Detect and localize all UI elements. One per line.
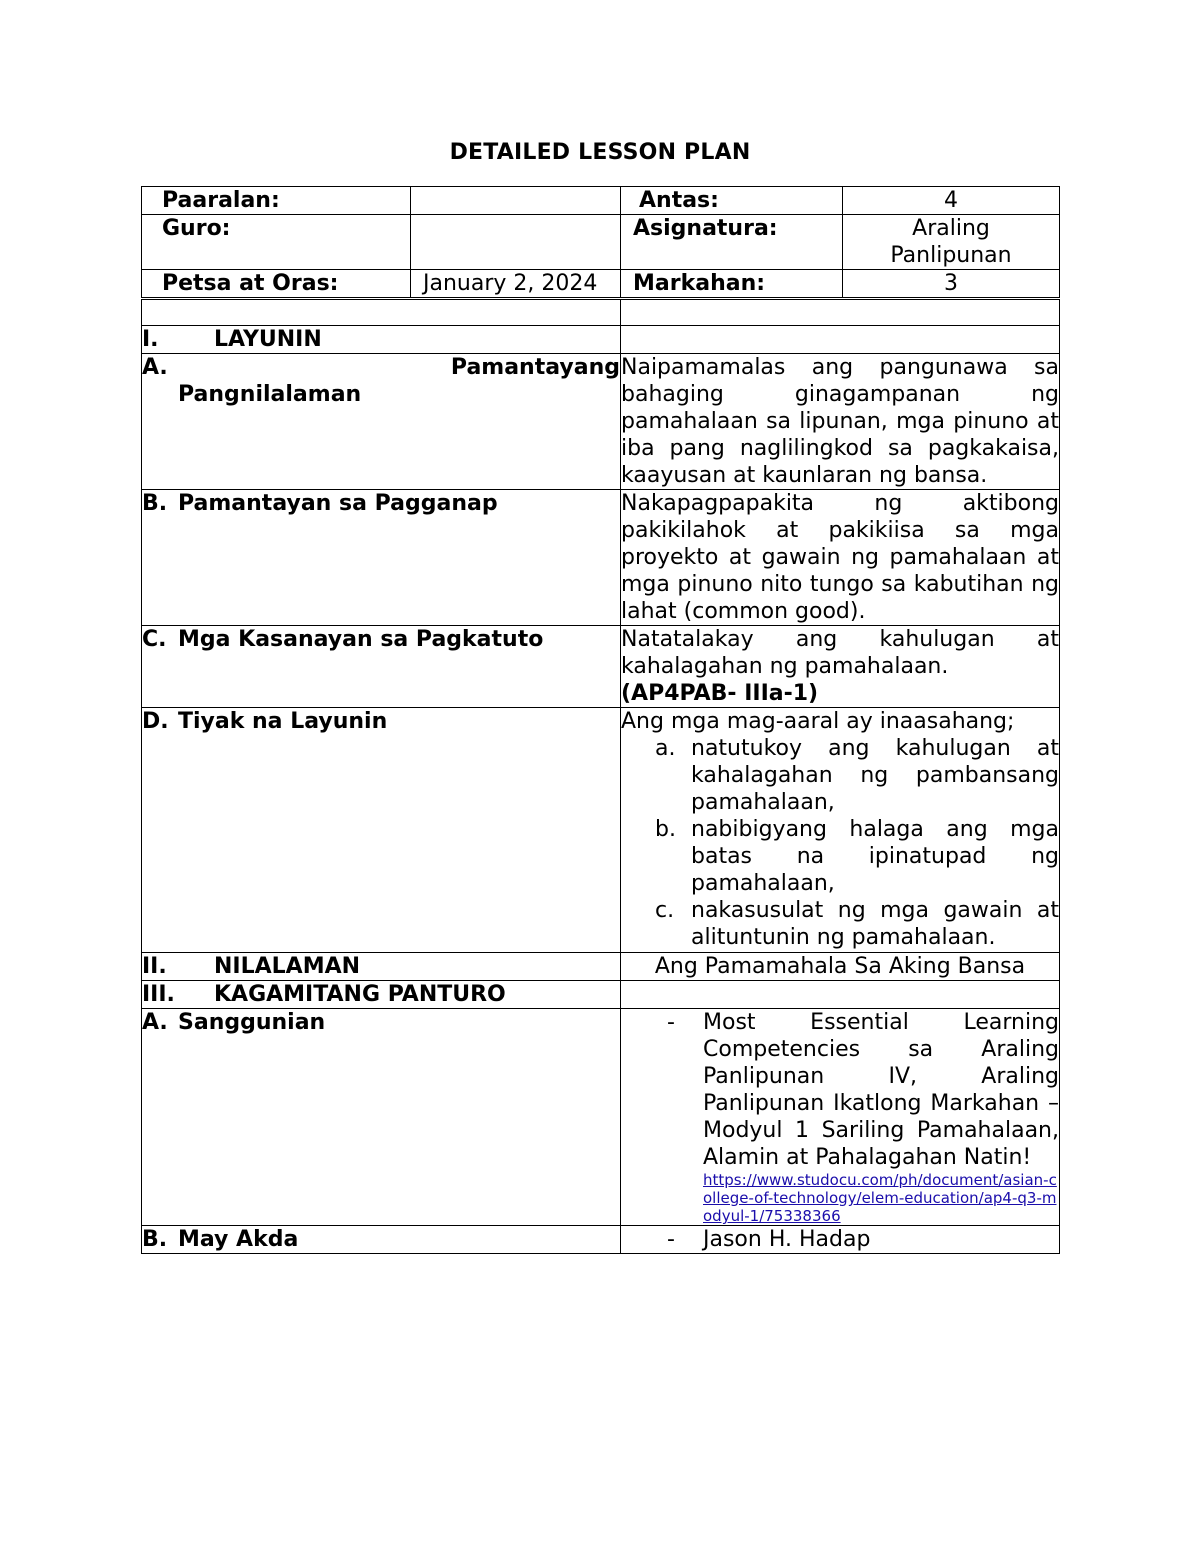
list-marker: a.: [655, 736, 676, 761]
objectives-list: [621, 735, 1059, 951]
list-item: [667, 1226, 1059, 1253]
markahan-value: 3: [843, 270, 1060, 298]
section-heading: NILALAMAN: [214, 954, 361, 979]
item-label: Sanggunian: [178, 1010, 326, 1035]
pagganap-text: Nakapagpapakita ng aktibong pakikilahok at pakikiisa sa mga proyekto at gawain ng pamahalaan at mga pinuno nito tungo sa kabutihan ng lahat (common good).: [621, 491, 1059, 624]
sanggunian-link[interactable]: https://www.studocu.com/ph/document/asian-college-of-technology/elem-education/ap4-q3-modyul-1/75338366: [703, 1171, 1057, 1225]
pamantayang-row: [142, 354, 1060, 490]
list-item: [655, 735, 1059, 816]
item-letter: B.: [142, 1227, 168, 1252]
dash-marker: -: [667, 1227, 675, 1252]
akda-value: Jason H. Hadap: [703, 1227, 871, 1252]
antas-label: Antas:: [621, 187, 843, 215]
item-label: Tiyak na Layunin: [178, 709, 388, 734]
paaralan-label: Paaralan:: [142, 187, 411, 215]
section-number: III.: [142, 982, 175, 1007]
item-label: Pangnilalaman: [178, 382, 362, 407]
petsa-label: Petsa at Oras:: [142, 270, 411, 298]
pamantayang-text: Naipamamalas ang pangunawa sa bahaging ginagampanan ng pamahalaan sa lipunan, mga pinuno at iba pang naglilingkod sa pagkakaisa, kaayusan at kaunlaran ng bansa.: [621, 355, 1059, 488]
list-text: nabibigyang halaga ang mga batas na ipinatupad ng pamahalaan,: [691, 817, 1059, 896]
header-row: [142, 270, 1060, 298]
item-letter: C.: [142, 627, 167, 652]
asignatura-value: [843, 215, 1060, 270]
layunin-row: [142, 326, 1060, 354]
akda-row: [142, 1226, 1060, 1254]
markahan-label: Markahan:: [621, 270, 843, 298]
list-marker: c.: [655, 898, 675, 923]
item-label: Pamantayang: [450, 355, 620, 380]
item-letter: B.: [142, 491, 168, 516]
nilalaman-row: [142, 953, 1060, 981]
header-row: [142, 187, 1060, 215]
antas-value: 4: [843, 187, 1060, 215]
section-number: I.: [142, 327, 159, 352]
guro-label: Guro:: [142, 215, 411, 270]
spacer-row: [142, 300, 1060, 326]
lesson-table: [141, 299, 1060, 1254]
sanggunian-row: [142, 1009, 1060, 1226]
paaralan-value: [411, 187, 621, 215]
kagamitan-row: [142, 981, 1060, 1009]
item-letter: A.: [142, 1010, 168, 1035]
tiyak-row: [142, 708, 1060, 953]
guro-value: [411, 215, 621, 270]
list-item: [655, 816, 1059, 897]
section-heading: KAGAMITANG PANTURO: [214, 982, 506, 1007]
section-heading: LAYUNIN: [214, 327, 322, 352]
kasanayan-text: Natatalakay ang kahulugan at kahalagahan ng pamahalaan.: [621, 627, 1059, 679]
asignatura-value-line: Panlipunan: [890, 243, 1012, 268]
pagganap-row: [142, 490, 1060, 626]
item-label: Pamantayan sa Pagganap: [178, 491, 498, 516]
page-title: DETAILED LESSON PLAN: [449, 140, 751, 165]
list-marker: b.: [655, 817, 676, 842]
list-item: [655, 897, 1059, 951]
tiyak-intro: Ang mga mag-aaral ay inaasahang;: [621, 709, 1015, 734]
item-label: May Akda: [178, 1227, 299, 1252]
item-label: Mga Kasanayan sa Pagkatuto: [178, 627, 544, 652]
item-letter: A.: [142, 355, 168, 380]
item-letter: D.: [142, 709, 169, 734]
header-row: [142, 215, 1060, 270]
list-text: nakasusulat ng mga gawain at alituntunin ng pamahalaan.: [691, 898, 1059, 950]
asignatura-label: Asignatura:: [621, 215, 843, 270]
list-text: natutukoy ang kahulugan at kahalagahan ng pambansang pamahalaan,: [691, 736, 1059, 815]
kasanayan-code: (AP4PAB- IIIa-1): [621, 681, 819, 706]
list-item: [667, 1009, 1059, 1225]
section-number: II.: [142, 954, 167, 979]
petsa-value: January 2, 2024: [411, 270, 621, 298]
asignatura-value-line: Araling: [912, 216, 990, 241]
dash-marker: -: [667, 1010, 675, 1035]
kasanayan-row: [142, 626, 1060, 708]
nilalaman-value: Ang Pamamahala Sa Aking Bansa: [621, 953, 1060, 981]
sanggunian-text: Most Essential Learning Competencies sa Araling Panlipunan IV, Araling Panlipunan Ikatlong Markahan – Modyul 1 Sariling Pamahalaan, Alamin at Pahalagahan Natin!: [703, 1010, 1059, 1170]
header-table: [141, 186, 1060, 298]
